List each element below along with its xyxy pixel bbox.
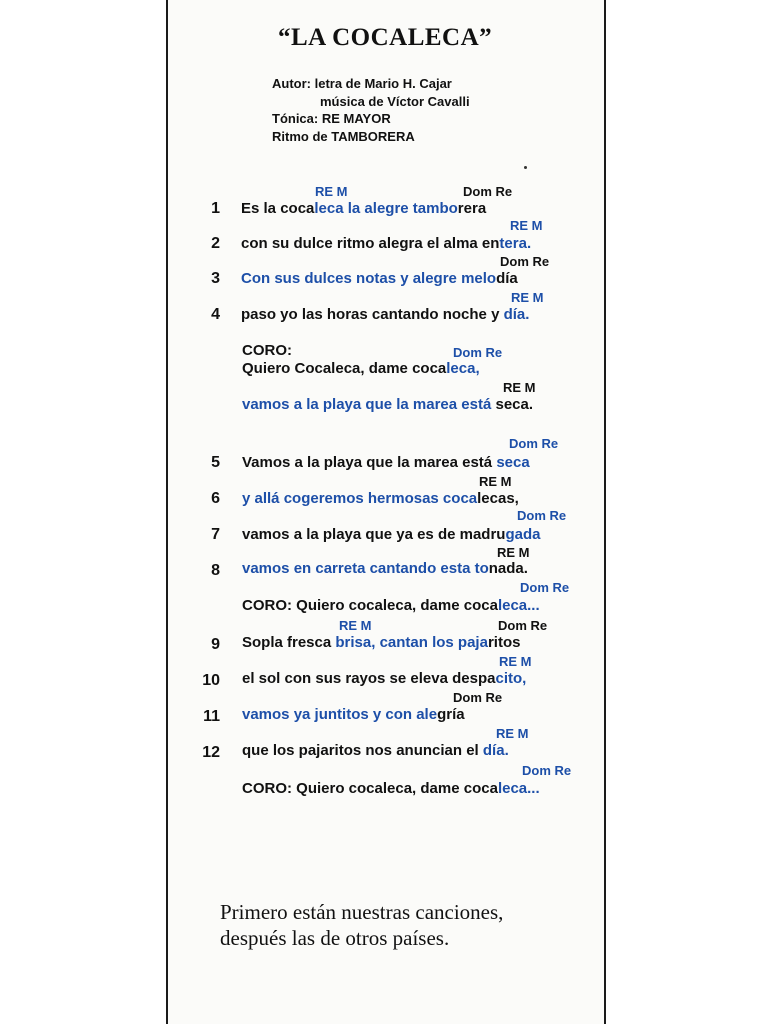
verse-line: Con sus dulces notas y alegre melodía xyxy=(241,270,518,287)
chord-label: Dom Re xyxy=(453,345,503,360)
tonic-line: Tónica: RE MAYOR xyxy=(272,111,391,126)
verse-number: 6 xyxy=(211,490,220,507)
ink-dot xyxy=(524,166,527,169)
verse-number: 11 xyxy=(203,708,220,725)
author-line: Autor: letra de Mario H. Cajar xyxy=(272,76,452,91)
verse-line: paso yo las horas cantando noche y día. xyxy=(241,306,530,323)
chord-label: RE M xyxy=(511,290,544,305)
verse-line: vamos ya juntitos y con alegría xyxy=(242,706,465,723)
chord-label: RE M xyxy=(479,474,512,489)
verse-line: Es la cocaleca la alegre tamborera xyxy=(241,200,487,217)
chorus-repeat: CORO: Quiero cocaleca, dame cocaleca... xyxy=(242,597,540,614)
footer-line: Primero están nuestras canciones, xyxy=(220,900,504,924)
chord-label: Dom Re xyxy=(498,618,548,633)
verse-number: 5 xyxy=(211,454,220,471)
verse-number: 12 xyxy=(202,744,220,761)
chord-label: Dom Re xyxy=(500,254,550,269)
chord-label: RE M xyxy=(510,218,543,233)
chorus-repeat: CORO: Quiero cocaleca, dame cocaleca... xyxy=(242,780,540,797)
verse-number: 8 xyxy=(211,562,220,579)
rhythm-line: Ritmo de TAMBORERA xyxy=(272,129,415,144)
chord-label: RE M xyxy=(315,184,348,199)
verse-line: Sopla fresca brisa, cantan los pajaritos xyxy=(242,634,521,651)
verse-line: Vamos a la playa que la marea está seca xyxy=(242,454,530,471)
chord-label: Dom Re xyxy=(453,690,503,705)
verse-number: 9 xyxy=(211,636,220,653)
chord-label: Dom Re xyxy=(522,763,572,778)
verse-number: 3 xyxy=(211,270,220,287)
chord-label: Dom Re xyxy=(520,580,570,595)
verse-line: con su dulce ritmo alegra el alma entera. xyxy=(241,235,532,252)
song-title: “LA COCALECA” xyxy=(278,24,493,51)
chord-label: RE M xyxy=(339,618,372,633)
verse-number: 10 xyxy=(202,672,220,689)
verse-line: vamos a la playa que ya es de madrugada xyxy=(242,526,541,543)
verse-number: 1 xyxy=(211,200,220,217)
footer-line: después las de otros países. xyxy=(220,926,450,950)
verse-line: vamos en carreta cantando esta tonada. xyxy=(242,560,528,577)
chord-label: RE M xyxy=(499,654,532,669)
chord-label: Dom Re xyxy=(463,184,513,199)
verse-number: 4 xyxy=(211,306,220,323)
verse-line: que los pajaritos nos anuncian el día. xyxy=(242,742,509,759)
verse-number: 2 xyxy=(211,235,220,252)
chord-label: RE M xyxy=(496,726,529,741)
verse-line: el sol con sus rayos se eleva despacito, xyxy=(242,670,527,687)
chorus-label: CORO: xyxy=(242,342,292,359)
chord-label: RE M xyxy=(497,545,530,560)
chord-label: RE M xyxy=(503,380,536,395)
verse-number: 7 xyxy=(211,526,220,543)
verse-line: y allá cogeremos hermosas cocalecas, xyxy=(242,490,519,507)
chorus-line: Quiero Cocaleca, dame cocaleca, xyxy=(242,360,480,377)
composer-line: música de Víctor Cavalli xyxy=(320,94,470,109)
chorus-line: vamos a la playa que la marea está seca. xyxy=(242,396,534,413)
chord-label: Dom Re xyxy=(509,436,559,451)
chord-label: Dom Re xyxy=(517,508,567,523)
